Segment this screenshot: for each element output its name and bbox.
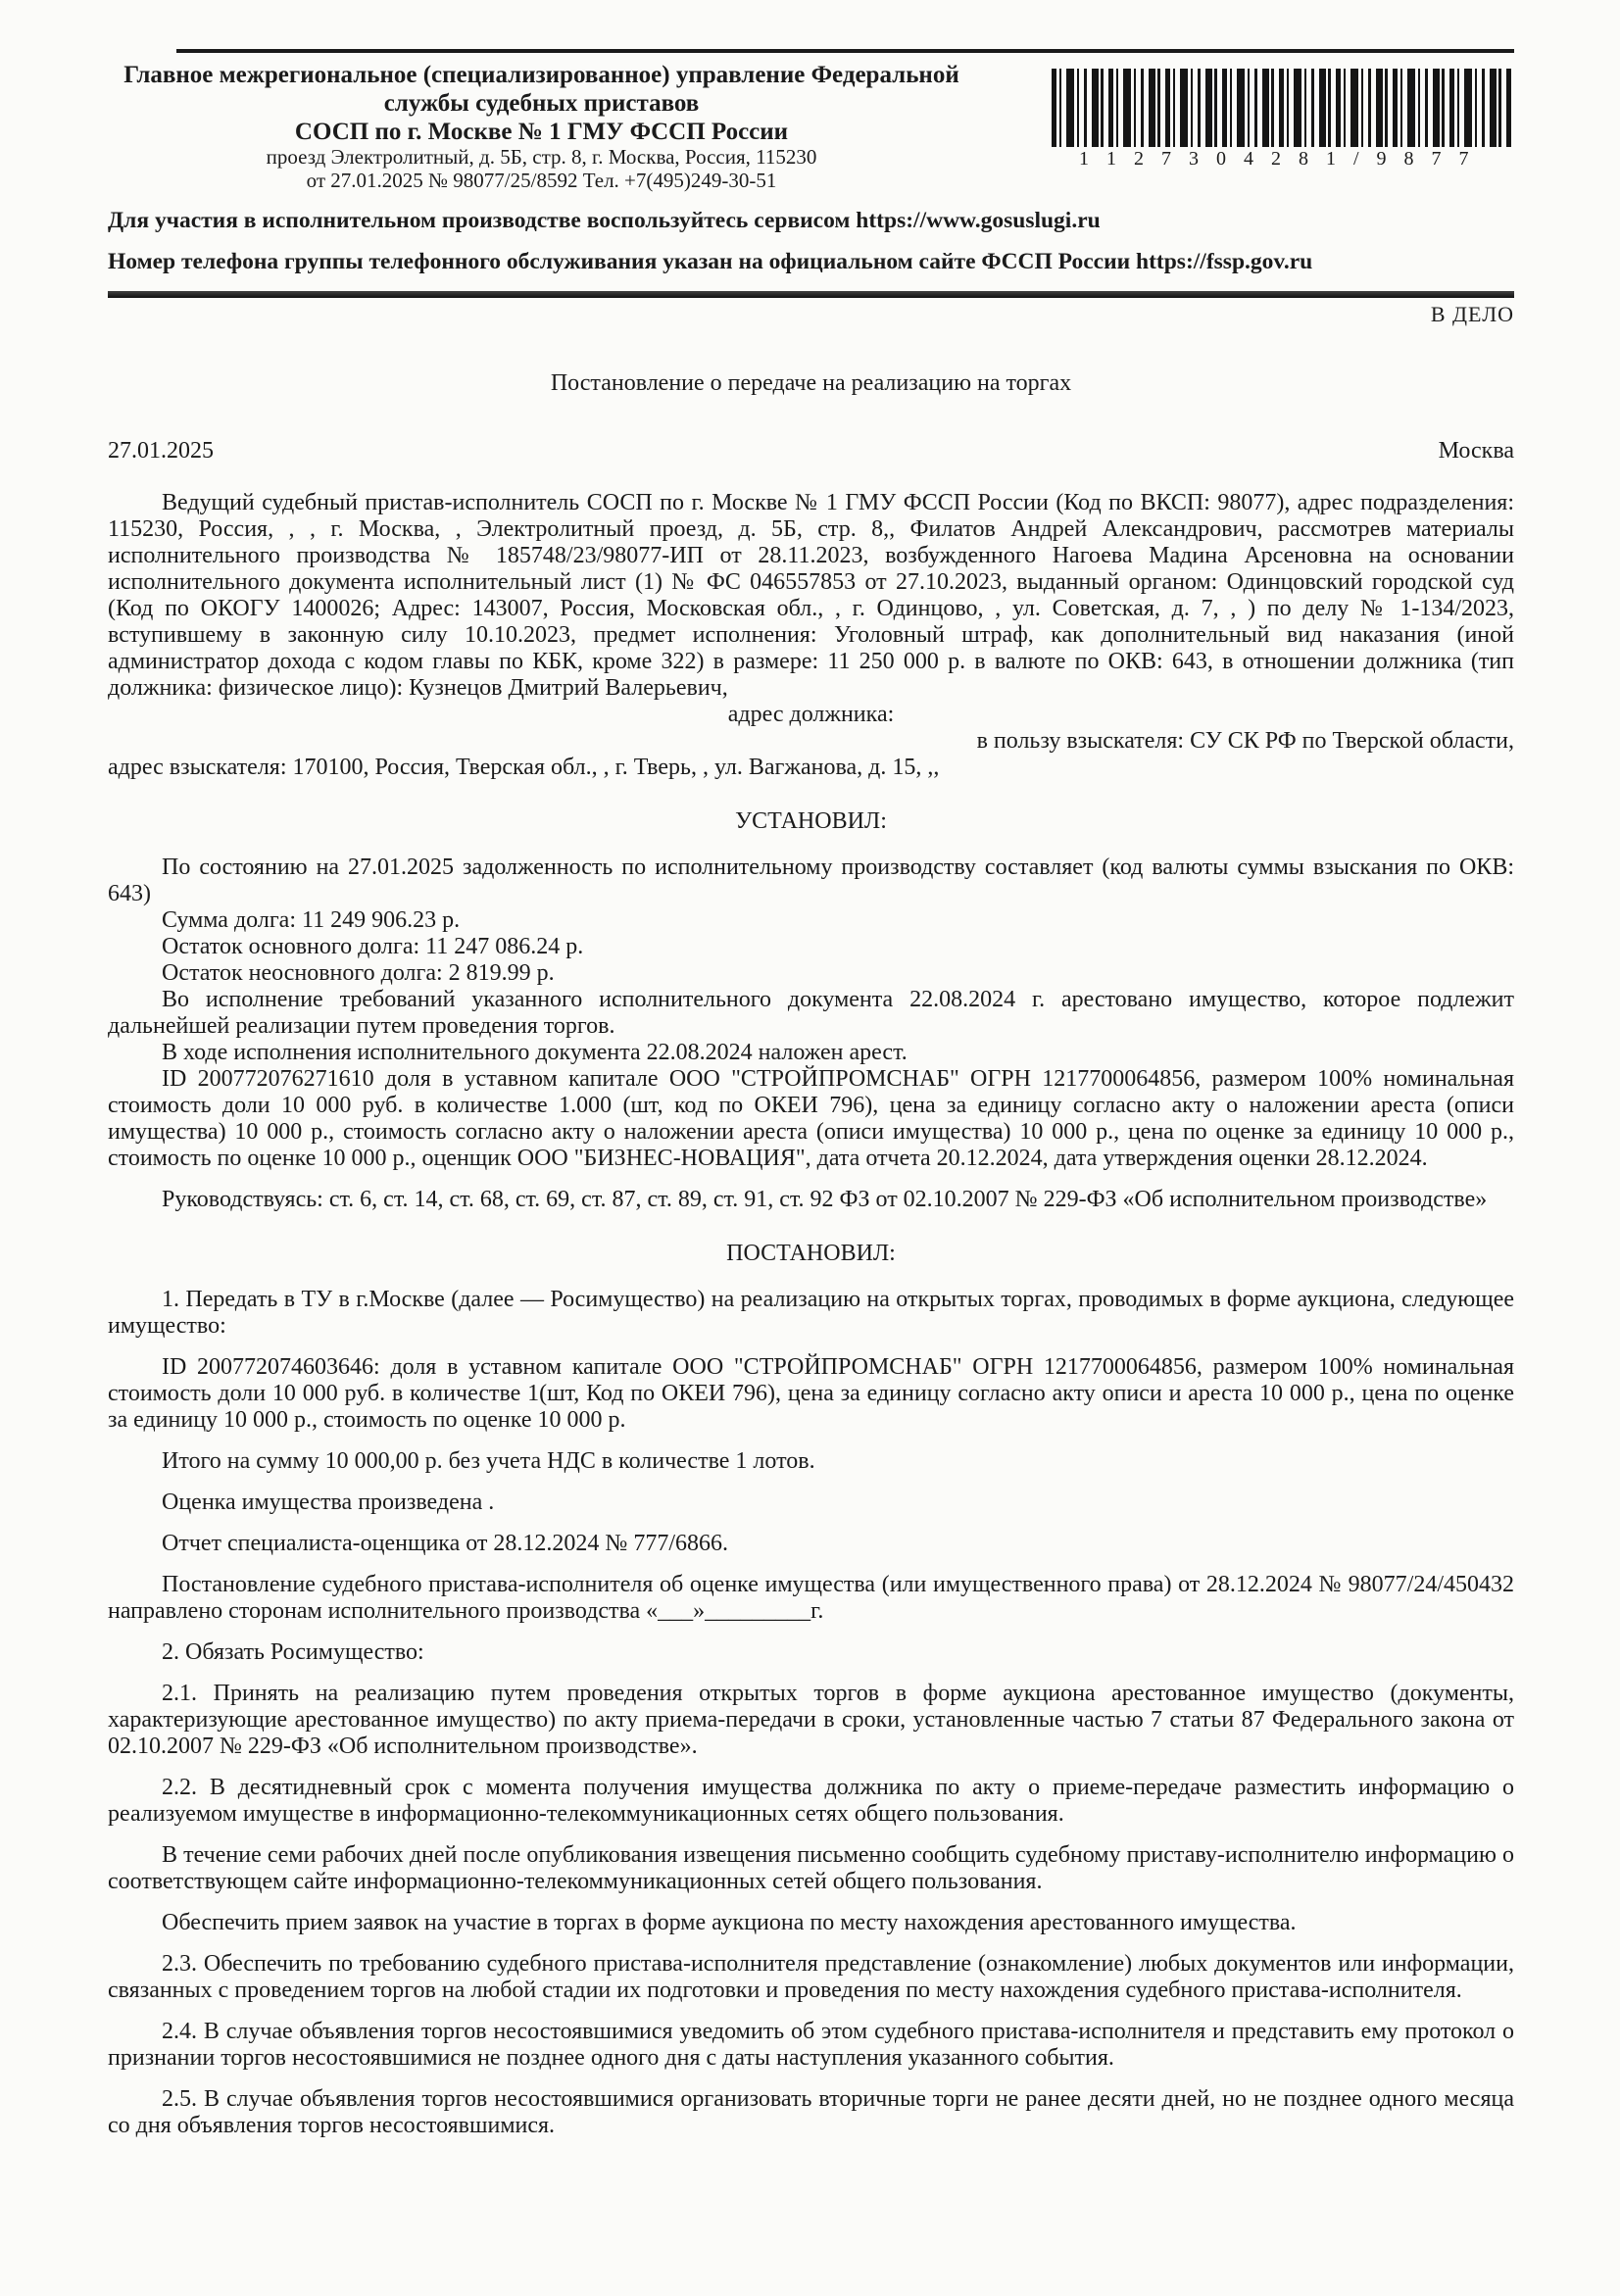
obligate-rosimushchestvo-line: 2. Обязать Росимущество: <box>162 1639 424 1666</box>
clause-2-1-paragraph: 2.1. Принять на реализацию путем проведения открытых торгов в форме аукциона арестованное имущество (документы, характеризующие арестованное имущество) по акту приема-передачи в сроки, установленные частью 7 статьи 87 Федерального закона от 02.10.2007 № 229-ФЗ «Об исполнительном производстве». <box>108 1681 1514 1760</box>
letterhead <box>108 53 1514 193</box>
applications-paragraph: Обеспечить прием заявок на участие в торгах в форме аукциона по месту нахождения арестованного имущества. <box>162 1910 1297 1936</box>
legal-basis-paragraph: Руководствуясь: ст. 6, ст. 14, ст. 68, ст. 69, ст. 87, ст. 89, ст. 91, ст. 92 ФЗ от 02.10.2007 № 229-ФЗ «Об исполнительном производстве» <box>162 1187 1488 1213</box>
asset-description-paragraph: ID 200772076271610 доля в уставном капитале ООО "СТРОЙПРОМСНАБ" ОГРН 1217700064856, размером 100% номинальная стоимость доли 10 000 руб. в количестве 1.000 (шт, код по ОКЕИ 796), цена за единицу согласно акту о наложении ареста (описи имущества) 10 000 р., стоимость согласно акту о наложении ареста (описи имущества) 10 000 р., цена по оценке за единицу 10 000 р., стоимость по оценке 10 000 р., оценщик ООО "БИЗНЕС-НОВАЦИЯ", дата отчета 20.12.2024, дата утверждения оценки 28.12.2024. <box>108 1066 1514 1172</box>
clause-2-4-paragraph: 2.4. В случае объявления торгов несостоявшимися уведомить об этом судебного пристава-исполнителя и представить ему протокол о признании торгов несостоявшимися не позднее одного дня с даты наступления указанного события. <box>108 2019 1514 2072</box>
dateline <box>108 438 1514 464</box>
org-address: проезд Электролитный, д. 5Б, стр. 8, г. Москва, Россия, 115230 <box>266 145 817 169</box>
gosuslugi-notice: Для участия в исполнительном производстве воспользуйтесь сервисом https://www.gosuslugi.ru <box>108 207 1101 233</box>
org-unit: СОСП по г. Москве № 1 ГМУ ФССП России <box>294 119 789 145</box>
barcode <box>1052 53 1514 171</box>
resolution-paragraph: 1. Передать в ТУ в г.Москве (далее — Росимущество) на реализацию на открытых торгах, проводимых в форме аукциона, следующее имущество: <box>108 1287 1514 1340</box>
publication-notice-paragraph: В течение семи рабочих дней после опубликования извещения письменно сообщить судебному приставу-исполнителю информацию о соответствующем сайте информационно-телекоммуникационных сетей общего пользования. <box>108 1842 1514 1895</box>
debtor-address-label: адрес должника: <box>727 702 895 728</box>
resolution-asset-paragraph: ID 200772074603646: доля в уставном капитале ООО "СТРОЙПРОМСНАБ" ОГРН 1217700064856, размером 100% номинальная стоимость доли 10 000 руб. в количестве 1(шт, Код по ОКЕИ 796), цена за единицу согласно акту описи и ареста 10 000 р., цена по оценке за единицу 10 000 р., стоимость по оценке 10 000 р. <box>108 1354 1514 1434</box>
ustanovil-heading: УСТАНОВИЛ: <box>735 808 887 835</box>
letterhead-org-block <box>108 53 975 193</box>
debt-principal-line: Остаток основного долга: 11 247 086.24 р. <box>162 934 584 960</box>
total-sum-line: Итого на сумму 10 000,00 р. без учета НДС в количестве 1 лотов. <box>162 1448 815 1475</box>
clause-2-3-paragraph: 2.3. Обеспечить по требованию судебного пристава-исполнителя представление (ознакомление) любых документов или информации, связанных с проведением торгов на любой стадии их подготовки и проведения по месту нахождения судебного пристава-исполнителя. <box>108 1951 1514 2004</box>
claimant-line: в пользу взыскателя: СУ СК РФ по Тверской области, <box>976 728 1514 755</box>
claimant-address: адрес взыскателя: 170100, Россия, Тверская обл., , г. Тверь, , ул. Вагжанова, д. 15, ,, <box>108 755 940 781</box>
fssp-phone-notice: Номер телефона группы телефонного обслуживания указан на официальном сайте ФССП России https://fssp.gov.ru <box>108 249 1313 275</box>
valuation-resolution-paragraph: Постановление судебного пристава-исполнителя об оценке имущества (или имущественного права) от 28.12.2024 № 98077/24/450432 направлено сторонам исполнительного производства «___»_________г. <box>108 1572 1514 1625</box>
document-date: 27.01.2025 <box>108 438 214 464</box>
seizure-paragraph: Во исполнение требований указанного исполнительного документа 22.08.2024 г. арестовано имущество, которое подлежит дальнейшей реализации путем проведения торгов. <box>108 987 1514 1040</box>
debt-total-line: Сумма долга: 11 249 906.23 р. <box>162 907 461 934</box>
appraiser-report-line: Отчет специалиста-оценщика от 28.12.2024 № 777/6866. <box>162 1531 728 1557</box>
valuation-done-line: Оценка имущества произведена . <box>162 1490 495 1516</box>
org-name: Главное межрегиональное (специализированное) управление Федеральной службы судебных приставов <box>123 62 959 117</box>
arrest-line: В ходе исполнения исполнительного документа 22.08.2024 наложен арест. <box>162 1040 908 1066</box>
barcode-digits: 1 1 2 7 3 0 4 2 8 1 / 9 8 7 7 <box>1079 148 1469 170</box>
debt-nonprincipal-line: Остаток неосновного долга: 2 819.99 р. <box>162 960 555 987</box>
document-title: Постановление о передаче на реализацию на торгах <box>550 370 1072 397</box>
header-separator-rule <box>108 291 1514 298</box>
document-place: Москва <box>1438 438 1514 464</box>
intro-paragraph: Ведущий судебный пристав-исполнитель СОСП по г. Москве № 1 ГМУ ФССП России (Код по ВКСП: 98077), адрес подразделения: 115230, Россия, , , г. Москва, , Электролитный проезд, д. 5Б, стр. 8,, Филатов Андрей Александрович, рассмотрев материалы исполнительного производства № 185748/23/98077-ИП от 28.11.2023, возбужденного Нагоева Мадина Арсеновна на основании исполнительного документа исполнительный лист (1) № ФС 046557853 от 27.10.2023, выданный органом: Одинцовский городской суд (Код по ОКОГУ 1400026; Адрес: 143007, Россия, Московская обл., , г. Одинцово, , ул. Советская, д. 7, , ) по делу № 1-134/2023, вступившему в законную силу 10.10.2023, предмет исполнения: Уголовный штраф, как дополнительный вид наказания (иной администратор дохода с кодом главы по КБК, кроме 322) в размере: 11 250 000 р. в валюте по ОКВ: 643, в отношении должника (тип должника: физическое лицо): Кузнецов Дмитрий Валерьевич, <box>108 490 1514 702</box>
document-body <box>108 490 1514 2139</box>
debt-status-paragraph: По состоянию на 27.01.2025 задолженность по исполнительному производству составляет (код валюты суммы взыскания по ОКВ: 643) <box>108 855 1514 907</box>
doc-reference-line: от 27.01.2025 № 98077/25/8592 Тел. +7(495)249-30-51 <box>306 168 777 192</box>
barcode-icon <box>1052 69 1514 147</box>
clause-2-5-paragraph: 2.5. В случае объявления торгов несостоявшимися организовать вторичные торги не ранее десяти дней, но не позднее одного месяца со дня объявления торгов несостоявшимися. <box>108 2086 1514 2139</box>
v-delo-stamp: В ДЕЛО <box>1430 302 1514 327</box>
clause-2-2-paragraph: 2.2. В десятидневный срок с момента получения имущества должника по акту о приеме-передаче разместить информацию о реализуемом имуществе в информационно-телекоммуникационных сетях общего пользования. <box>108 1775 1514 1828</box>
postanovil-heading: ПОСТАНОВИЛ: <box>726 1241 896 1267</box>
